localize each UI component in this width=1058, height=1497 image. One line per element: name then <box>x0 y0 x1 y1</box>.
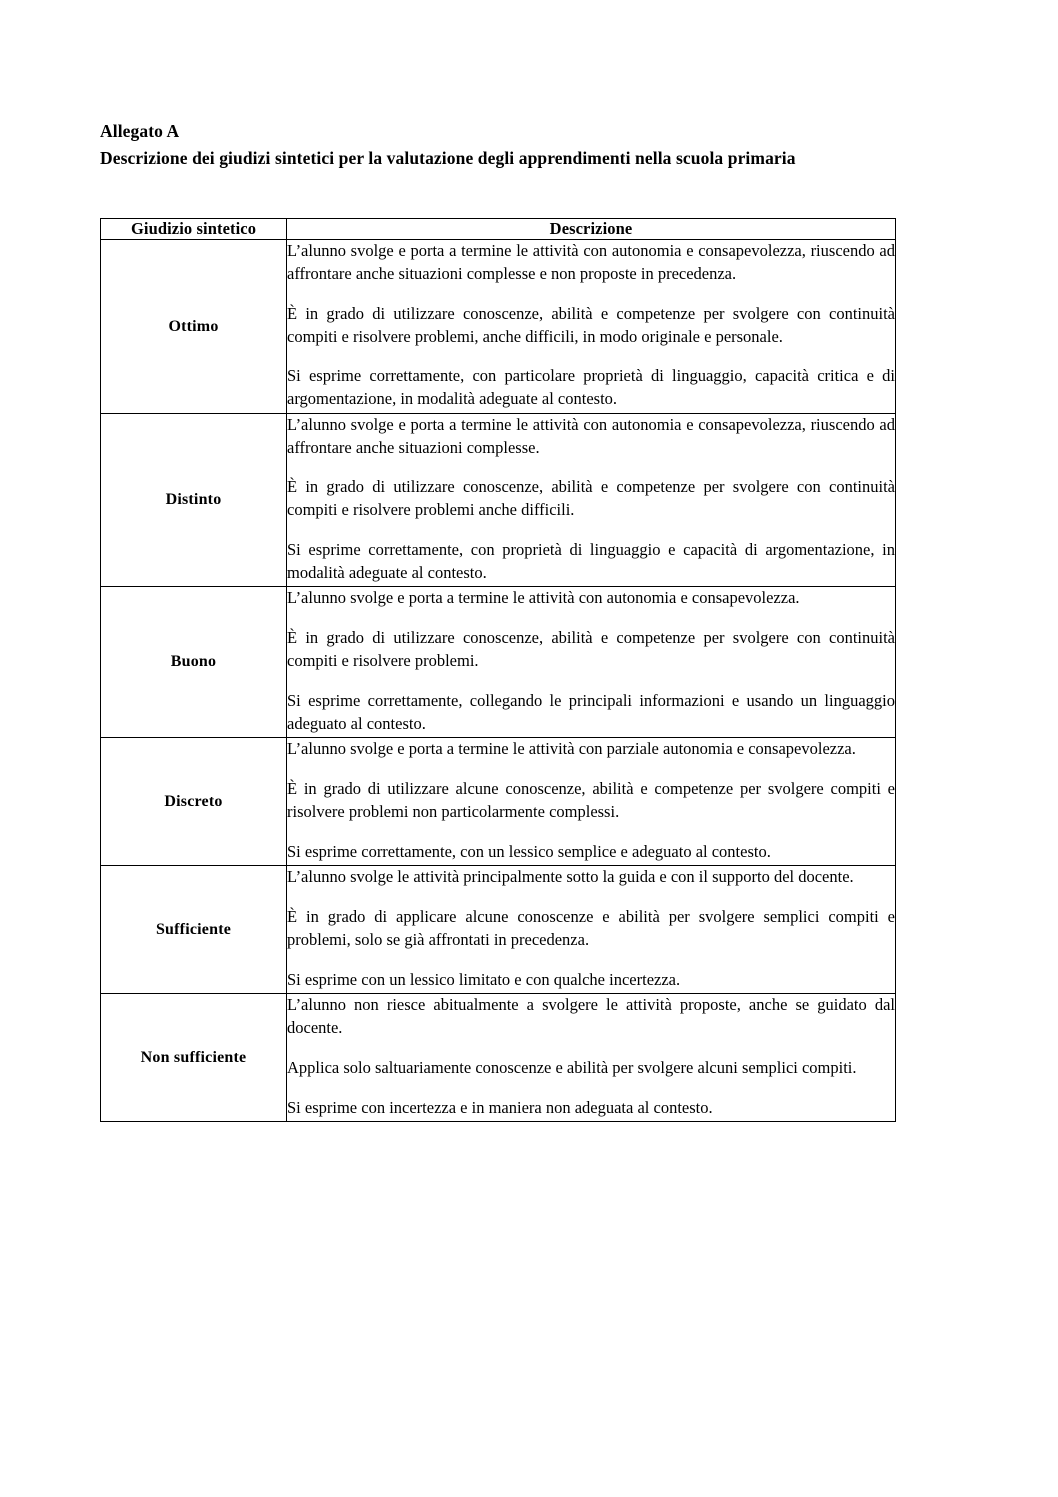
column-header-description: Descrizione <box>287 219 896 240</box>
judgment-description <box>287 994 896 1122</box>
table-row <box>101 587 896 738</box>
document-heading <box>100 118 958 172</box>
description-paragraph: È in grado di utilizzare conoscenze, abilità e competenze per svolgere con continuità compiti e risolvere problemi. <box>287 628 895 670</box>
description-paragraph: È in grado di utilizzare alcune conoscenze, abilità e competenze per svolgere compiti e risolvere problemi non particolarmente complessi. <box>287 779 895 821</box>
description-paragraph: Si esprime correttamente, con particolare proprietà di linguaggio, capacità critica e di argomentazione, in modalità adeguate al contesto. <box>287 366 895 409</box>
judgment-label: Sufficiente <box>101 866 287 994</box>
description-paragraph: L’alunno svolge e porta a termine le attività con autonomia e consapevolezza, riuscendo ad affrontare anche situazioni complesse. <box>287 414 895 457</box>
table-row <box>101 240 896 414</box>
judgment-label: Ottimo <box>101 240 287 414</box>
judgment-label: Non sufficiente <box>101 994 287 1122</box>
description-paragraph: È in grado di utilizzare conoscenze, abilità e competenze per svolgere con continuità compiti e risolvere problemi anche difficili. <box>287 477 895 520</box>
judgments-table <box>100 218 896 1122</box>
document-subtitle: Descrizione dei giudizi sintetici per la valutazione degli apprendimenti nella scuola primaria <box>100 148 796 169</box>
judgment-description <box>287 240 896 414</box>
judgment-label: Distinto <box>101 413 287 587</box>
table-header <box>101 219 896 240</box>
column-header-judgment: Giudizio sintetico <box>101 219 287 240</box>
description-paragraph: L’alunno svolge e porta a termine le attività con parziale autonomia e consapevolezza. <box>287 739 856 759</box>
table-row <box>101 738 896 866</box>
annex-label: Allegato A <box>100 121 180 141</box>
description-paragraph: Si esprime con incertezza e in maniera non adeguata al contesto. <box>287 1097 713 1117</box>
description-paragraph: L’alunno svolge e porta a termine le attività con autonomia e consapevolezza. <box>287 588 800 608</box>
judgment-description <box>287 413 896 587</box>
description-paragraph: Si esprime con un lessico limitato e con qualche incertezza. <box>287 969 681 989</box>
description-paragraph: L’alunno non riesce abitualmente a svolgere le attività proposte, anche se guidato dal docente. <box>287 995 895 1038</box>
judgment-description <box>287 866 896 994</box>
table-body <box>101 240 896 1122</box>
judgment-description <box>287 738 896 866</box>
description-paragraph: L’alunno svolge e porta a termine le attività con autonomia e consapevolezza, riuscendo ad affrontare anche situazioni complesse e non proposte in precedenza. <box>287 241 895 284</box>
table-row <box>101 866 896 994</box>
judgment-description <box>287 587 896 738</box>
description-paragraph: È in grado di applicare alcune conoscenze e abilità per svolgere semplici compiti e problemi, solo se già affrontati in precedenza. <box>287 907 895 949</box>
description-paragraph: È in grado di utilizzare conoscenze, abilità e competenze per svolgere con continuità compiti e risolvere problemi, anche difficili, in modo originale e personale. <box>287 303 895 346</box>
table-row <box>101 994 896 1122</box>
description-paragraph: Si esprime correttamente, con un lessico semplice e adeguato al contesto. <box>287 841 771 861</box>
description-paragraph: Si esprime correttamente, collegando le principali informazioni e usando un linguaggio adeguato al contesto. <box>287 690 895 733</box>
table-row <box>101 413 896 587</box>
description-paragraph: Si esprime correttamente, con proprietà di linguaggio e capacità di argomentazione, in modalità adeguate al contesto. <box>287 539 895 582</box>
description-paragraph: Applica solo saltuariamente conoscenze e abilità per svolgere alcuni semplici compiti. <box>287 1057 857 1077</box>
judgment-label: Buono <box>101 587 287 738</box>
judgment-label: Discreto <box>101 738 287 866</box>
table-header-row <box>101 219 896 240</box>
description-paragraph: L’alunno svolge le attività principalmente sotto la guida e con il supporto del docente. <box>287 867 854 887</box>
